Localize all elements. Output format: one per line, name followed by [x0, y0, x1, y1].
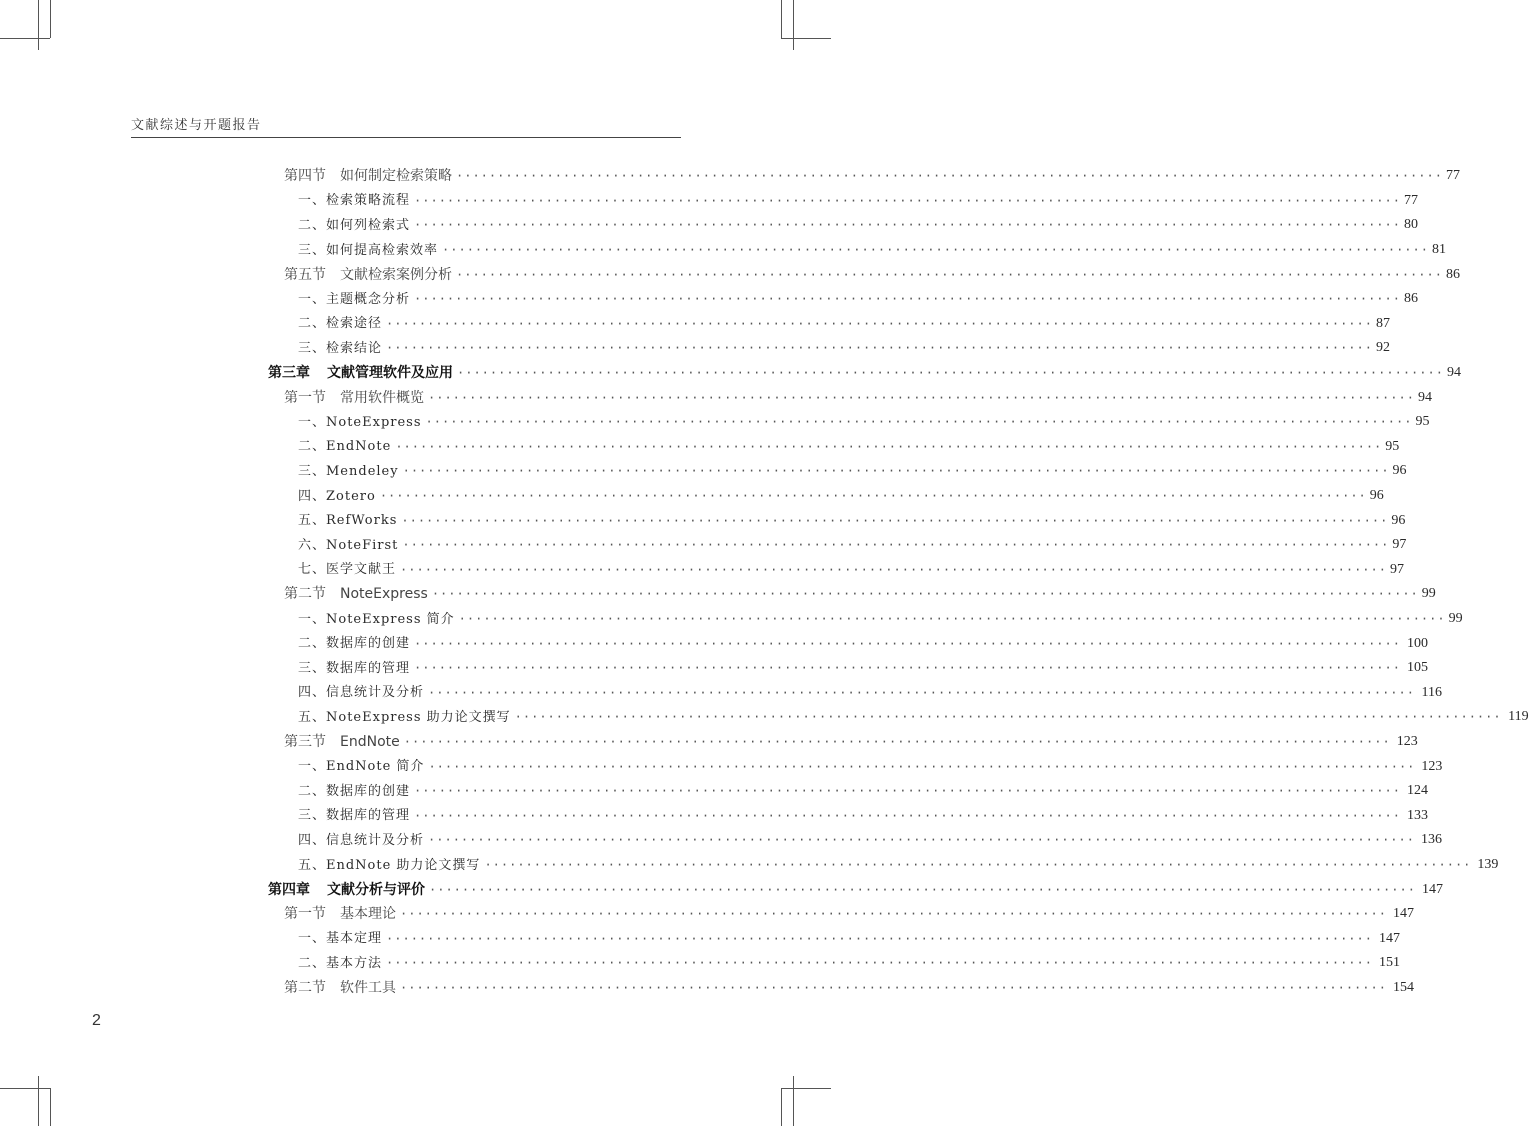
- toc-title: [298, 785, 410, 798]
- toc-number: 第一节: [284, 389, 326, 406]
- dot-leader: ························································································································: [428, 685, 1415, 700]
- toc-page-number: 87: [1375, 315, 1390, 331]
- dot-leader: ························································································································: [484, 858, 1472, 873]
- toc-title-text: 四、信息统计及分析: [298, 832, 425, 848]
- dot-leader: ························································································································: [429, 882, 1416, 897]
- toc-page-number: 86: [1445, 266, 1460, 282]
- toc-title-text: 一、EndNote 简介: [298, 759, 425, 775]
- toc-section: [284, 582, 1436, 607]
- toc-page-number: 81: [1431, 242, 1446, 258]
- toc-chapter: [268, 877, 1443, 902]
- toc-item: [298, 336, 1390, 361]
- toc-number: 第三章: [268, 365, 310, 382]
- toc-page-number: 105: [1406, 660, 1428, 676]
- toc-title-text: 五、NoteExpress 助力论文撰写: [298, 709, 511, 725]
- running-head: 文献综述与开题报告: [131, 118, 262, 133]
- dot-leader: ························································································································: [442, 243, 1429, 258]
- toc-title: [284, 169, 452, 183]
- toc-page-number: 139: [1477, 857, 1499, 873]
- toc-title: [298, 244, 438, 257]
- dot-leader: ························································································································: [400, 907, 1387, 922]
- toc-title: [298, 490, 376, 503]
- toc-item: [298, 533, 1407, 558]
- toc-title: [298, 613, 455, 626]
- dot-leader: ························································································································: [400, 981, 1387, 996]
- toc-item: [298, 828, 1442, 853]
- dot-leader: ························································································································: [403, 735, 1391, 750]
- dot-leader: ························································································································: [458, 612, 1446, 627]
- toc-page-number: 124: [1406, 783, 1428, 799]
- toc-title-text: 四、信息统计及分析: [298, 685, 425, 701]
- toc-title: [284, 907, 396, 921]
- dot-leader: ························································································································: [379, 489, 1367, 504]
- dot-leader: ························································································································: [386, 341, 1373, 356]
- toc-page-number: 151: [1378, 955, 1400, 971]
- crop-mark: [0, 1088, 50, 1089]
- dot-leader: ························································································································: [414, 218, 1401, 233]
- toc-title: [298, 859, 480, 872]
- toc-item: [298, 189, 1418, 214]
- toc-page-number: 95: [1415, 414, 1430, 430]
- toc-page-number: 154: [1392, 980, 1414, 996]
- dot-leader: ························································································································: [402, 538, 1390, 553]
- toc-title: [298, 293, 410, 306]
- toc-title-text: 五、RefWorks: [298, 513, 398, 529]
- toc-title: [298, 416, 422, 429]
- toc-title-text: 软件工具: [340, 980, 396, 997]
- toc-title: [298, 809, 410, 822]
- toc-title: [298, 957, 382, 970]
- toc-page-number: 123: [1396, 734, 1418, 750]
- toc-title: [298, 637, 410, 650]
- toc-page-number: 147: [1421, 881, 1443, 897]
- toc-title: [298, 465, 399, 478]
- toc-title-text: 如何制定检索策略: [340, 168, 452, 185]
- toc-title: [284, 981, 396, 995]
- toc-title: [298, 711, 511, 724]
- dot-leader: ························································································································: [428, 390, 1415, 405]
- dot-leader: ························································································································: [402, 464, 1390, 479]
- dot-leader: ························································································································: [386, 316, 1373, 331]
- dot-leader: ························································································································: [401, 513, 1389, 528]
- toc-item: [298, 558, 1404, 583]
- toc-title: [298, 760, 424, 773]
- toc-item: [298, 484, 1384, 509]
- toc-title: [298, 662, 410, 675]
- toc-page-number: 96: [1391, 512, 1406, 528]
- toc-page-number: 86: [1403, 291, 1418, 307]
- toc-page-number: 94: [1446, 365, 1461, 381]
- dot-leader: ························································································································: [386, 931, 1373, 946]
- toc-title-text: 六、NoteFirst: [298, 537, 399, 553]
- toc-title-text: 四、Zotero: [298, 488, 376, 504]
- dot-leader: ························································································································: [386, 956, 1373, 971]
- toc-title-text: 二、检索途径: [298, 316, 383, 332]
- toc-title-text: 三、如何提高检索效率: [298, 242, 439, 258]
- toc-title-text: 二、EndNote: [298, 439, 392, 455]
- dot-leader: ························································································································: [425, 415, 1413, 430]
- toc-title: [298, 834, 424, 847]
- toc-title-text: 五、EndNote 助力论文撰写: [298, 857, 481, 873]
- toc-number: 第二节: [284, 980, 326, 997]
- toc-title: [284, 391, 424, 405]
- toc-title-text: 一、基本定理: [298, 931, 383, 947]
- crop-mark: [38, 1076, 39, 1126]
- toc-title-text: 七、医学文献王: [298, 562, 397, 578]
- toc-number: 第三节: [284, 734, 326, 751]
- toc-page-number: 147: [1392, 906, 1414, 922]
- toc-section: [284, 730, 1418, 755]
- toc-title-text: 常用软件概览: [340, 389, 424, 406]
- dot-leader: ························································································································: [414, 661, 1401, 676]
- dot-leader: ························································································································: [414, 808, 1401, 823]
- toc-page-number: 123: [1421, 758, 1443, 774]
- toc-title: [298, 686, 424, 699]
- toc-title: [298, 219, 410, 232]
- dot-leader: ························································································································: [414, 636, 1401, 651]
- dot-leader: ························································································································: [457, 366, 1444, 381]
- toc-title-text: 文献管理软件及应用: [327, 365, 453, 382]
- toc-title-text: 三、检索结论: [298, 340, 383, 356]
- toc-title-text: 文献分析与评价: [327, 881, 425, 898]
- toc-item: [298, 287, 1418, 312]
- toc-title-text: NoteExpress: [340, 586, 428, 603]
- crop-mark: [781, 1088, 782, 1126]
- toc-item: [298, 656, 1428, 681]
- toc-section: [284, 902, 1414, 927]
- toc-title: [298, 317, 382, 330]
- crop-mark: [0, 38, 50, 39]
- toc-page-number: 80: [1403, 217, 1418, 233]
- toc-item: [298, 681, 1442, 706]
- toc-title-text: 基本理论: [340, 906, 396, 923]
- toc-page-number: 97: [1392, 537, 1407, 553]
- toc-page-number: 77: [1445, 168, 1460, 184]
- header-rule: [131, 137, 681, 138]
- toc-page-number: 96: [1392, 463, 1407, 479]
- toc-title-text: 一、检索策略流程: [298, 193, 411, 209]
- toc-title: [298, 194, 410, 207]
- toc-item: [298, 754, 1443, 779]
- toc-item: [298, 508, 1406, 533]
- dot-leader: ························································································································: [456, 169, 1443, 184]
- dot-leader: ························································································································: [514, 710, 1502, 725]
- toc-title-text: EndNote: [340, 734, 400, 751]
- toc-title: [268, 366, 453, 380]
- crop-mark: [781, 1088, 831, 1089]
- dot-leader: ························································································································: [400, 562, 1387, 577]
- toc-item: [298, 312, 1390, 337]
- dot-leader: ························································································································: [431, 587, 1419, 602]
- dot-leader: ························································································································: [414, 292, 1401, 307]
- toc-item: [298, 804, 1428, 829]
- toc-title: [298, 539, 398, 552]
- toc-title: [298, 932, 382, 945]
- toc-item: [298, 213, 1418, 238]
- toc-title-text: 二、数据库的创建: [298, 783, 411, 799]
- toc-title-text: 文献检索案例分析: [340, 266, 452, 283]
- toc-item: [298, 779, 1428, 804]
- toc-section: [284, 164, 1460, 189]
- crop-mark: [50, 0, 51, 38]
- toc-number: 第五节: [284, 266, 326, 283]
- toc-title: [298, 440, 391, 453]
- crop-mark: [38, 0, 39, 50]
- dot-leader: ························································································································: [414, 193, 1401, 208]
- dot-leader: ························································································································: [456, 267, 1443, 282]
- toc-title-text: 二、基本方法: [298, 955, 383, 971]
- toc-section: [284, 976, 1414, 1001]
- toc-title: [284, 268, 452, 282]
- crop-mark: [781, 0, 782, 38]
- toc-item: [298, 238, 1446, 263]
- dot-leader: ························································································································: [414, 784, 1401, 799]
- crop-mark: [781, 38, 831, 39]
- toc-item: [298, 853, 1499, 878]
- toc-section: [284, 385, 1432, 410]
- toc-title-text: 三、数据库的管理: [298, 660, 411, 676]
- crop-mark: [50, 1088, 51, 1126]
- toc-section: [284, 262, 1460, 287]
- toc-title: [284, 735, 400, 749]
- toc-item: [298, 951, 1400, 976]
- toc-page-number: 99: [1448, 611, 1463, 627]
- toc-title: [298, 514, 397, 527]
- toc-item: [298, 607, 1463, 632]
- toc-item: [298, 927, 1400, 952]
- page-number: 2: [92, 1012, 101, 1029]
- toc-page-number: 92: [1375, 340, 1390, 356]
- toc-title: [284, 587, 428, 601]
- dot-leader: ························································································································: [428, 759, 1416, 774]
- crop-mark: [793, 0, 794, 50]
- toc-title-text: 三、数据库的管理: [298, 808, 411, 824]
- toc-title-text: 一、主题概念分析: [298, 291, 411, 307]
- toc-title-text: 一、NoteExpress: [298, 414, 422, 430]
- toc-number: 第四节: [284, 168, 326, 185]
- toc-number: 第一节: [284, 906, 326, 923]
- toc-title-text: 三、Mendeley: [298, 463, 399, 479]
- toc-item: [298, 435, 1400, 460]
- toc-page-number: 116: [1421, 684, 1442, 700]
- toc-title-text: 二、数据库的创建: [298, 636, 411, 652]
- toc-page-number: 136: [1420, 832, 1442, 848]
- toc-page-number: 97: [1389, 561, 1404, 577]
- toc-page-number: 96: [1369, 488, 1384, 504]
- dot-leader: ························································································································: [428, 833, 1415, 848]
- toc-page-number: 119: [1508, 709, 1529, 725]
- toc-title: [298, 342, 382, 355]
- toc-title: [298, 563, 396, 576]
- toc-page-number: 77: [1403, 192, 1418, 208]
- toc-number: 第二节: [284, 586, 326, 603]
- toc-page-number: 133: [1406, 807, 1428, 823]
- toc-page-number: 147: [1378, 930, 1400, 946]
- crop-mark: [793, 1076, 794, 1126]
- toc-page-number: 95: [1385, 438, 1400, 454]
- toc-chapter: [268, 361, 1461, 386]
- toc-item: [298, 705, 1529, 730]
- toc-page-number: 94: [1417, 389, 1432, 405]
- toc-item: [298, 631, 1428, 656]
- toc-number: 第四章: [268, 881, 310, 898]
- toc-title: [268, 883, 425, 897]
- toc-page-number: 99: [1421, 586, 1436, 602]
- toc-item: [298, 459, 1407, 484]
- toc-title-text: 二、如何列检索式: [298, 217, 411, 233]
- toc-title-text: 一、NoteExpress 简介: [298, 611, 455, 627]
- toc-page-number: 100: [1406, 635, 1428, 651]
- dot-leader: ························································································································: [395, 439, 1383, 454]
- toc-item: [298, 410, 1430, 435]
